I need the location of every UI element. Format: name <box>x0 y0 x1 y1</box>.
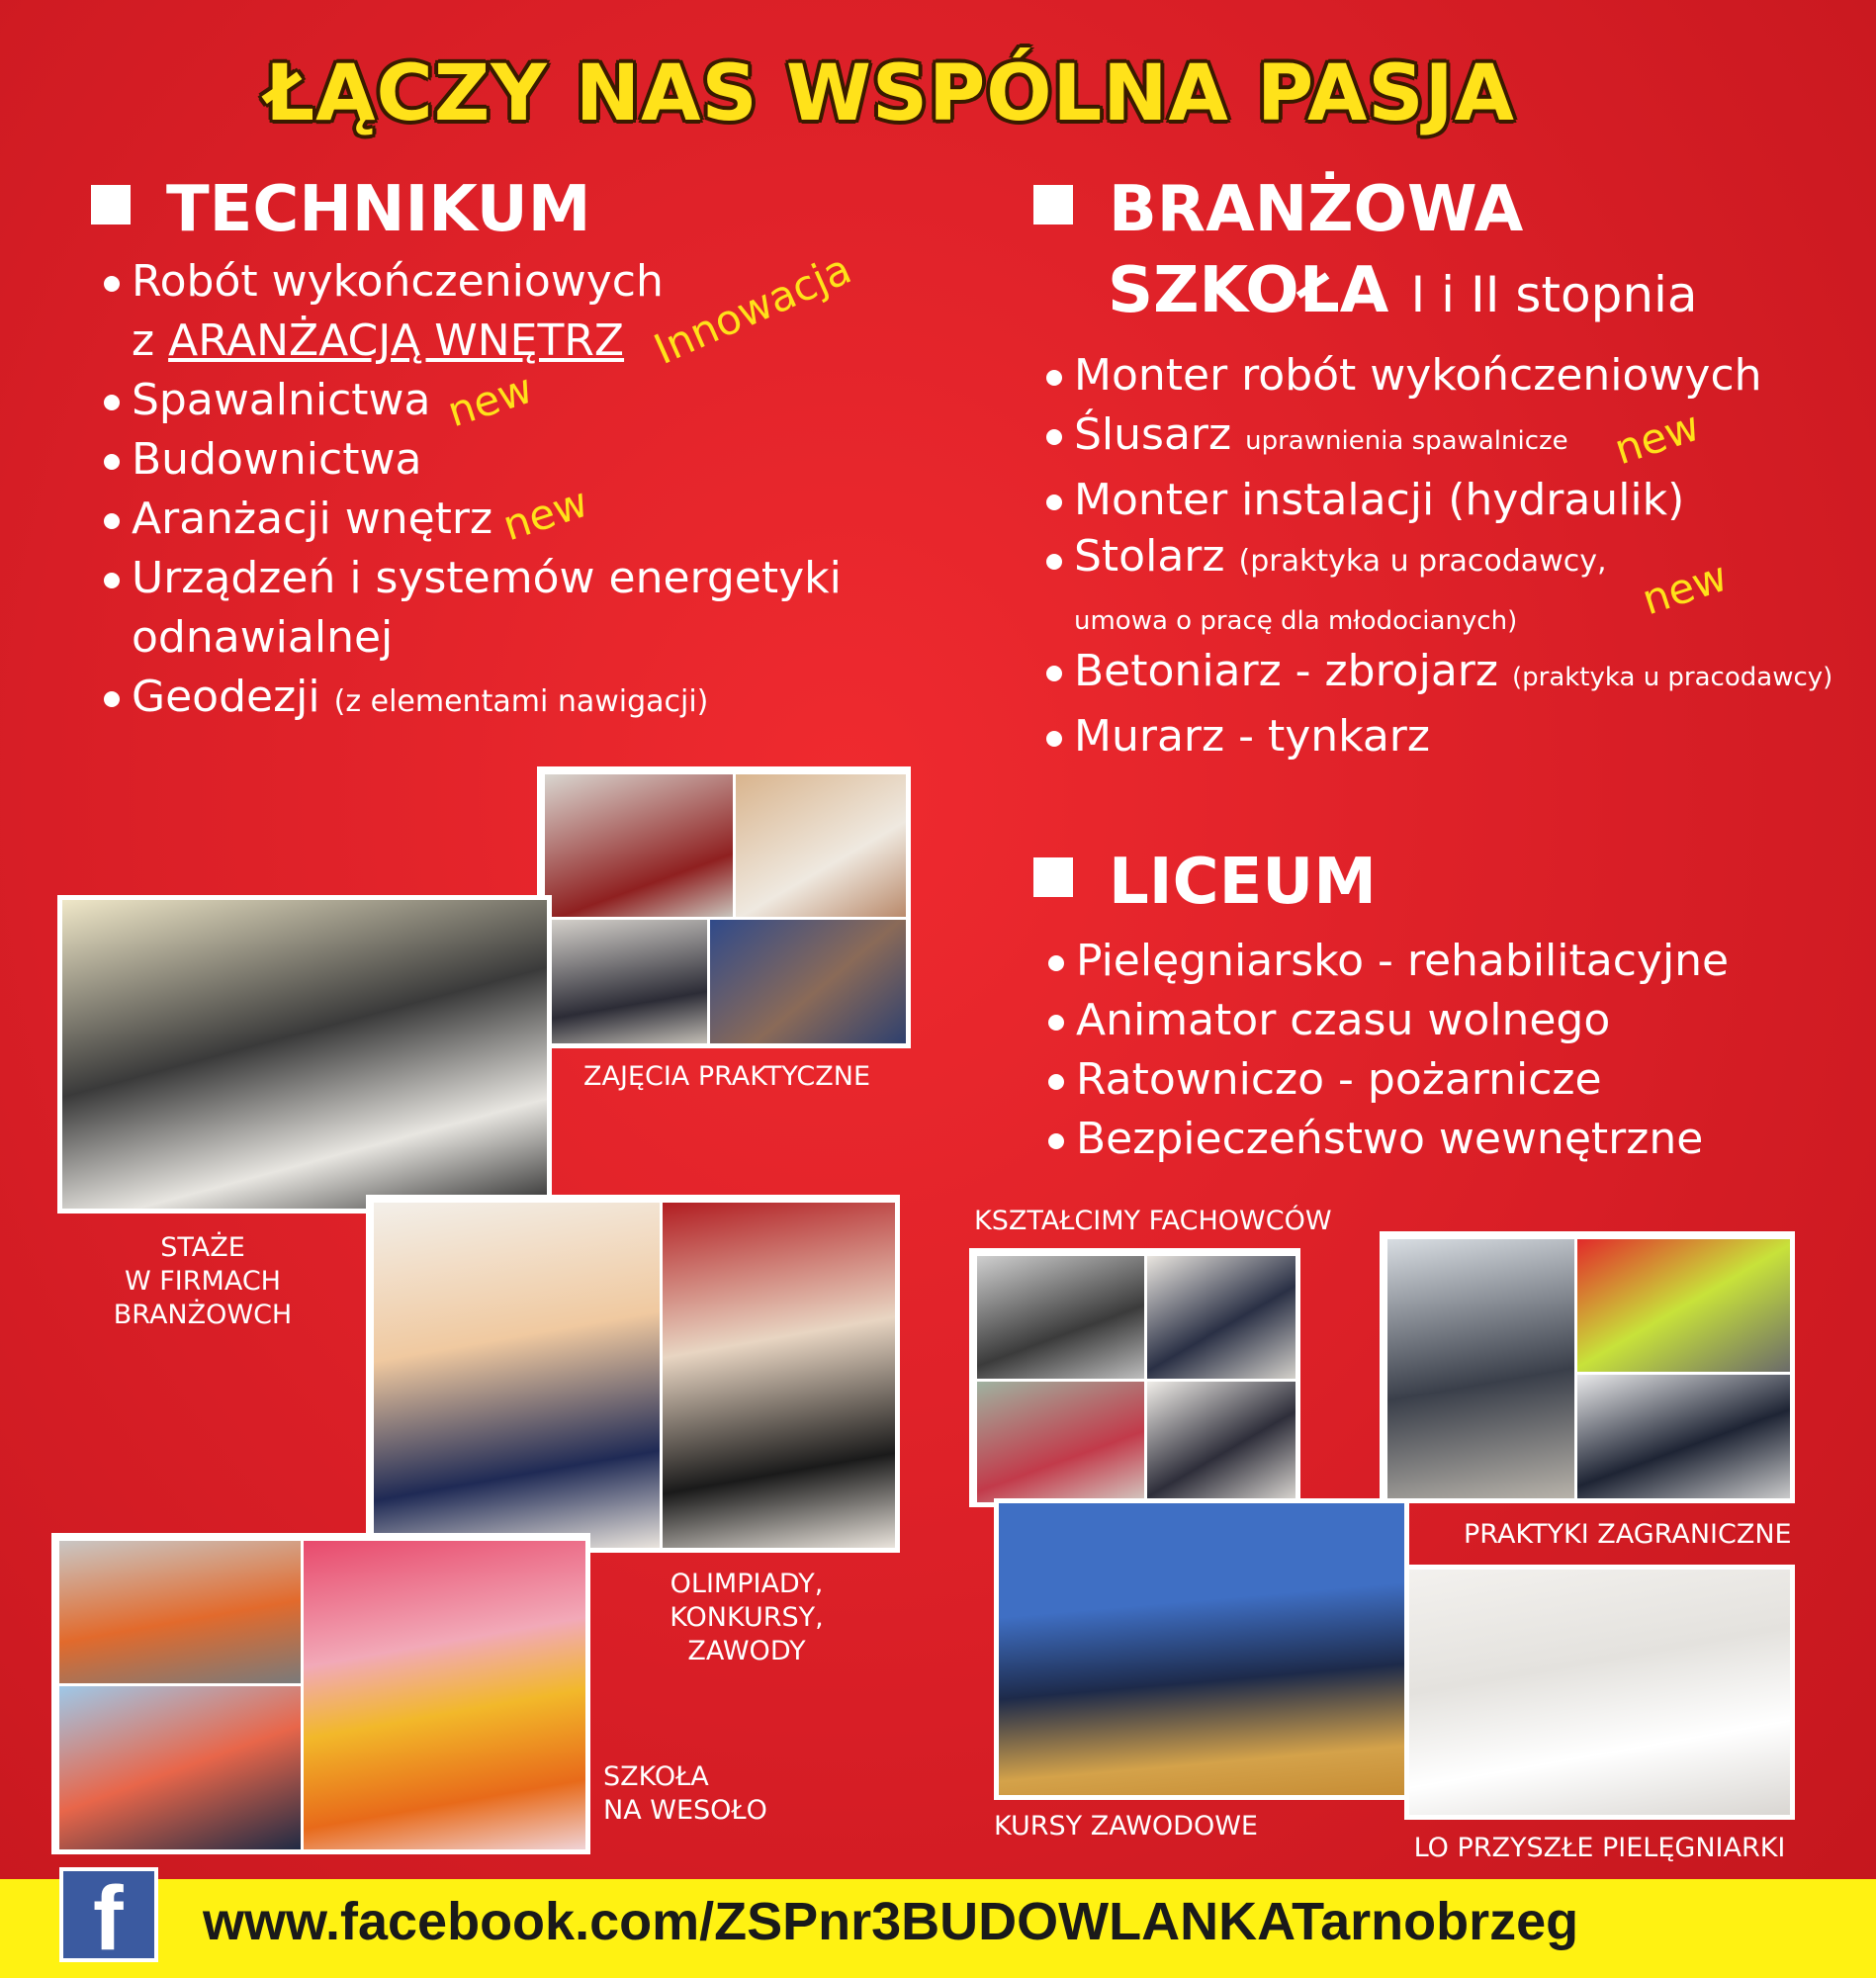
list-item: Robót wykończeniowych z ARANŻACJĄ WNĘTRZ <box>104 252 842 371</box>
square-bullet-icon <box>91 185 131 225</box>
list-item: Budownictwa <box>104 430 842 490</box>
photo-kursy-zawodowe <box>994 1498 1409 1800</box>
caption-lo: LO PRZYSZŁE PIELĘGNIARKI <box>1413 1833 1786 1863</box>
headline: ŁĄCZY NAS WSPÓLNA PASJA <box>265 49 1515 138</box>
caption-szkola: SZKOŁA NA WESOŁO <box>603 1761 767 1826</box>
list-item: Urządzeń i systemów energetyki odnawialnej <box>104 549 842 668</box>
innovation-tag: Innowacja <box>647 244 858 374</box>
list-item: Monter robót wykończeniowych <box>1046 346 1832 405</box>
caption-zajecia: ZAJĘCIA PRAKTYCZNE <box>583 1061 870 1092</box>
facebook-url-link[interactable]: www.facebook.com/ZSPnr3BUDOWLANKATarnobrzeg <box>203 1892 1579 1951</box>
list-item: Animator czasu wolnego <box>1048 991 1729 1050</box>
list-item: Pielęgniarsko - rehabilitacyjne <box>1048 932 1729 991</box>
technikum-title <box>91 173 591 246</box>
list-item: Ślusarz uprawnienia spawalnicze <box>1046 405 1832 471</box>
caption-ksztalcimy: KSZTAŁCIMY FACHOWCÓW <box>974 1206 1332 1236</box>
photo-staze <box>57 895 552 1214</box>
list-item: Aranżacji wnętrz <box>104 490 842 549</box>
list-item: Geodezji (z elementami nawigacji) <box>104 668 842 732</box>
liceum-list <box>1048 932 1729 1169</box>
new-tag-stolarz: new <box>1636 551 1734 625</box>
technikum-title-text: TECHNIKUM <box>166 173 591 246</box>
list-item: Monter instalacji (hydraulik) <box>1046 471 1832 530</box>
photo-ksztalcimy <box>969 1248 1300 1507</box>
photo-szkola-na-wesolo <box>51 1533 590 1854</box>
list-item: Stolarz (praktyka u pracodawcy, umowa o pracę dla młodocianych) <box>1046 530 1832 642</box>
branzowa-title: BRANŻOWA <box>1033 178 1523 241</box>
branzowa-title-line2: SZKOŁA I i II stopnia <box>1108 254 1698 327</box>
new-tag-spawalnictwa: new <box>441 363 539 437</box>
list-item: Murarz - tynkarz <box>1046 707 1832 766</box>
new-tag-slusarz: new <box>1608 401 1706 475</box>
new-tag-aranzacji: new <box>496 477 594 551</box>
photo-olimpiady <box>366 1195 900 1553</box>
caption-praktyki: PRAKTYKI ZAGRANICZNE <box>1464 1519 1792 1550</box>
liceum-title: LICEUM <box>1033 851 1377 914</box>
photo-lo-pielegniarki <box>1404 1565 1795 1820</box>
square-bullet-icon <box>1033 185 1073 225</box>
photo-zajecia-praktyczne <box>537 766 911 1048</box>
facebook-icon[interactable]: f <box>59 1867 158 1962</box>
list-item: Bezpieczeństwo wewnętrzne <box>1048 1110 1729 1169</box>
caption-kursy: KURSY ZAWODOWE <box>994 1811 1258 1842</box>
photo-praktyki-zagraniczne <box>1380 1231 1795 1503</box>
caption-olimpiady: OLIMPIADY, KONKURSY, ZAWODY <box>670 1569 824 1666</box>
square-bullet-icon <box>1033 857 1073 897</box>
list-item: Spawalnictwa <box>104 371 842 430</box>
caption-staze: STAŻE W FIRMACH BRANŻOWCH <box>113 1232 293 1330</box>
list-item: Betoniarz - zbrojarz (praktyka u pracodawcy) <box>1046 642 1832 707</box>
list-item: Ratowniczo - pożarnicze <box>1048 1050 1729 1110</box>
